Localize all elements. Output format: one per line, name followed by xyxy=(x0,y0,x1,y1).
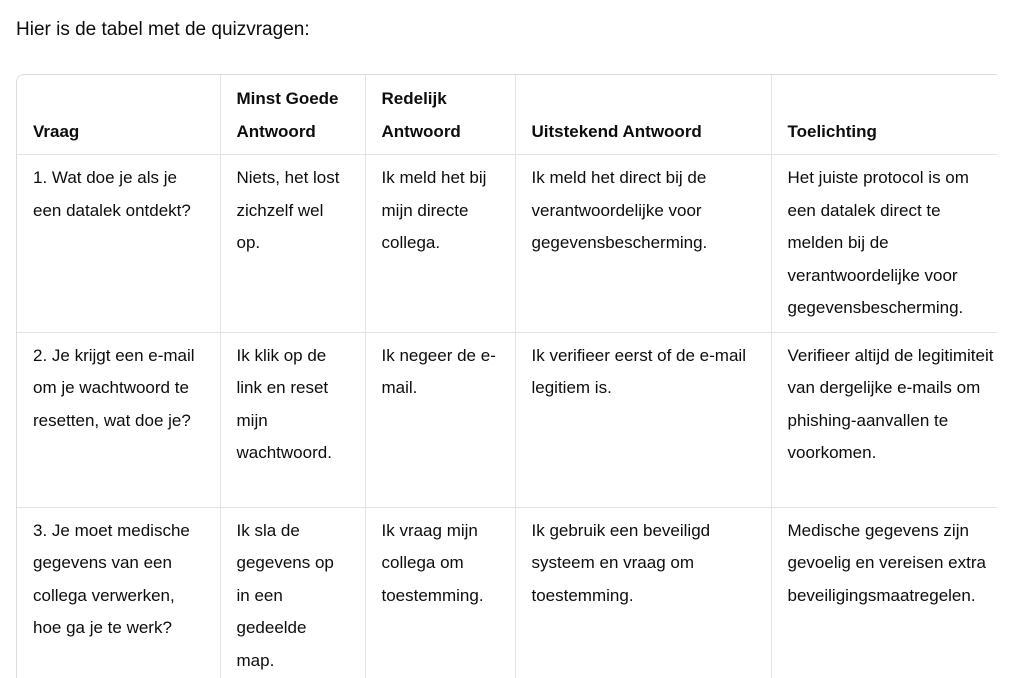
header-toelichting: Toelichting xyxy=(771,75,997,155)
table-row xyxy=(17,155,997,333)
cell-minst-goede-antwoord: Niets, het lost zichzelf wel op. xyxy=(220,155,365,333)
quiz-table xyxy=(17,75,997,678)
cell-vraag: 2. Je krijgt een e-mail om je wachtwoord te resetten, wat doe je? xyxy=(17,332,220,507)
cell-minst-goede-antwoord: Ik klik op de link en reset mijn wachtwoord. xyxy=(220,332,365,507)
cell-redelijk-antwoord: Ik meld het bij mijn directe collega. xyxy=(365,155,515,333)
cell-vraag: 3. Je moet medische gegevens van een collega verwerken, hoe ga je te werk? xyxy=(17,507,220,678)
cell-toelichting: Verifieer altijd de legitimiteit van dergelijke e-mails om phishing-aanvallen te voorkomen. xyxy=(771,332,997,507)
cell-redelijk-antwoord: Ik vraag mijn collega om toestemming. xyxy=(365,507,515,678)
intro-text: Hier is de tabel met de quizvragen: xyxy=(16,19,310,40)
header-uitstekend-antwoord: Uitstekend Antwoord xyxy=(515,75,771,155)
cell-toelichting: Het juiste protocol is om een datalek direct te melden bij de verantwoordelijke voor gegevensbescherming. xyxy=(771,155,997,333)
table-header-row xyxy=(17,75,997,155)
header-redelijk-antwoord: Redelijk Antwoord xyxy=(365,75,515,155)
header-minst-goede-antwoord: Minst Goede Antwoord xyxy=(220,75,365,155)
cell-uitstekend-antwoord: Ik verifieer eerst of de e-mail legitiem is. xyxy=(515,332,771,507)
table-row xyxy=(17,507,997,678)
cell-redelijk-antwoord: Ik negeer de e-mail. xyxy=(365,332,515,507)
header-vraag: Vraag xyxy=(17,75,220,155)
table-row xyxy=(17,332,997,507)
cell-uitstekend-antwoord: Ik meld het direct bij de verantwoordelijke voor gegevensbescherming. xyxy=(515,155,771,333)
cell-uitstekend-antwoord: Ik gebruik een beveiligd systeem en vraag om toestemming. xyxy=(515,507,771,678)
cell-toelichting: Medische gegevens zijn gevoelig en vereisen extra beveiligingsmaatregelen. xyxy=(771,507,997,678)
cell-minst-goede-antwoord: Ik sla de gegevens op in een gedeelde map. xyxy=(220,507,365,678)
quiz-table-container[interactable] xyxy=(16,74,997,678)
cell-vraag: 1. Wat doe je als je een datalek ontdekt? xyxy=(17,155,220,333)
